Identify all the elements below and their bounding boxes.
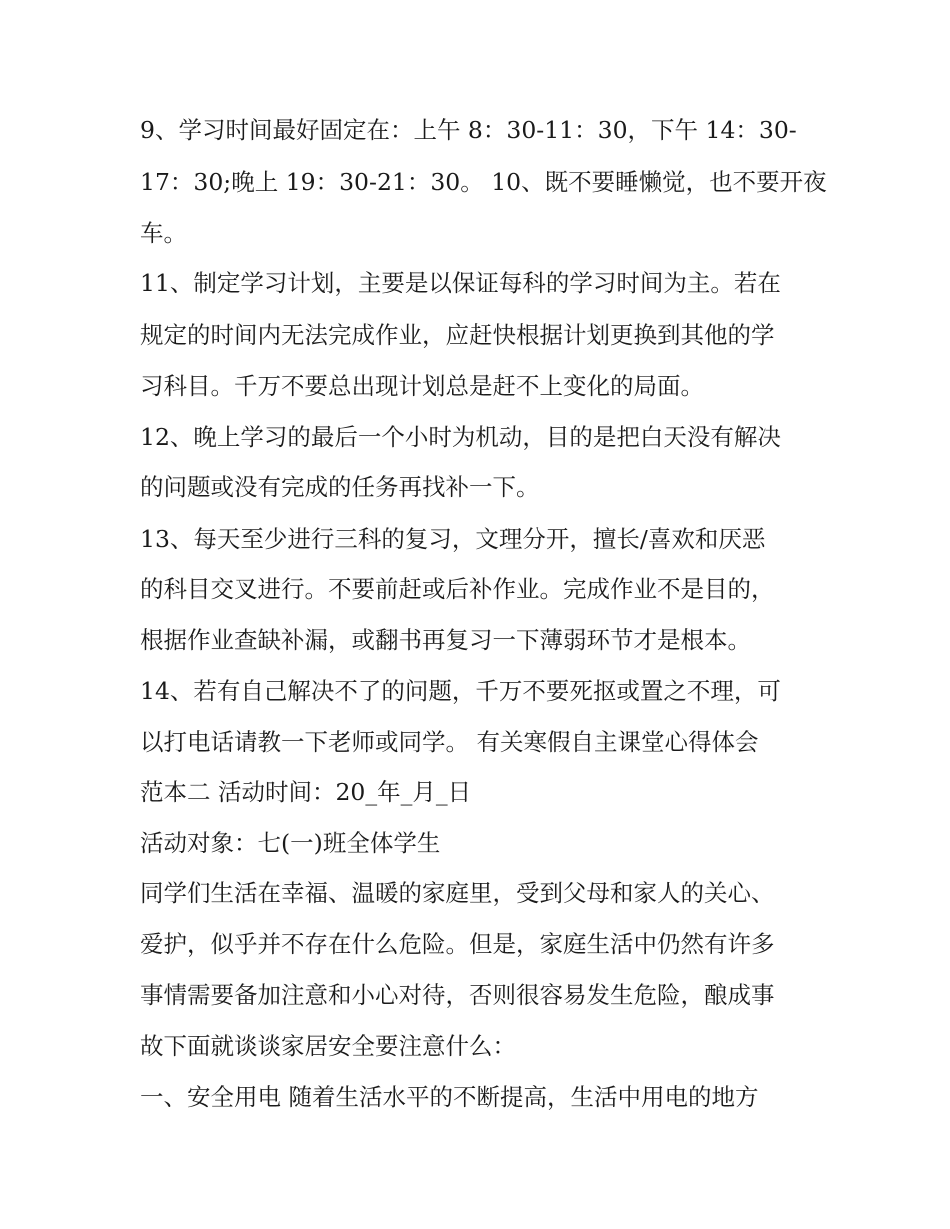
text-line: 以打电话请教一下老师或同学。 有关寒假自主课堂心得体会 <box>140 728 759 756</box>
text-line: 范本二 活动时间：20_年_月_日 <box>140 778 472 806</box>
text-line: 习科目。千万不要总出现计划总是赶不上变化的局面。 <box>140 372 704 400</box>
text-line: 的问题或没有完成的任务再找补一下。 <box>140 473 540 501</box>
text-line: 故下面就谈谈家居安全要注意什么： <box>140 1032 516 1060</box>
text-line: 规定的时间内无法完成作业，应赶快根据计划更换到其他的学 <box>140 321 775 349</box>
text-line: 车。 <box>140 219 187 247</box>
text-line: 17：30;晚上 19：30-21：30。 10、既不要睡懒觉，也不要开夜 <box>140 168 827 196</box>
text-line: 14、若有自己解决不了的问题，千万不要死抠或置之不理，可 <box>140 677 781 705</box>
text-line: 爱护，似乎并不存在什么危险。但是，家庭生活中仍然有许多 <box>140 930 775 958</box>
text-line: 根据作业查缺补漏，或翻书再复习一下薄弱环节才是根本。 <box>140 626 751 654</box>
text-line: 一、安全用电 随着生活水平的不断提高，生活中用电的地方 <box>140 1083 759 1111</box>
text-line: 9、学习时间最好固定在：上午 8：30-11：30，下午 14：30- <box>140 116 797 144</box>
text-line: 活动对象：七(一)班全体学生 <box>140 829 441 857</box>
text-line: 的科目交叉进行。不要前赶或后补作业。完成作业不是目的， <box>140 575 775 603</box>
text-line: 11、制定学习计划，主要是以保证每科的学习时间为主。若在 <box>140 269 781 297</box>
text-line: 事情需要备加注意和小心对待，否则很容易发生危险，酿成事 <box>140 981 775 1009</box>
text-line: 12、晚上学习的最后一个小时为机动，目的是把白天没有解决 <box>140 423 781 451</box>
text-line: 13、每天至少进行三科的复习，文理分开，擅长/喜欢和厌恶 <box>140 525 766 553</box>
text-line: 同学们生活在幸福、温暖的家庭里，受到父母和家人的关心、 <box>140 879 775 907</box>
